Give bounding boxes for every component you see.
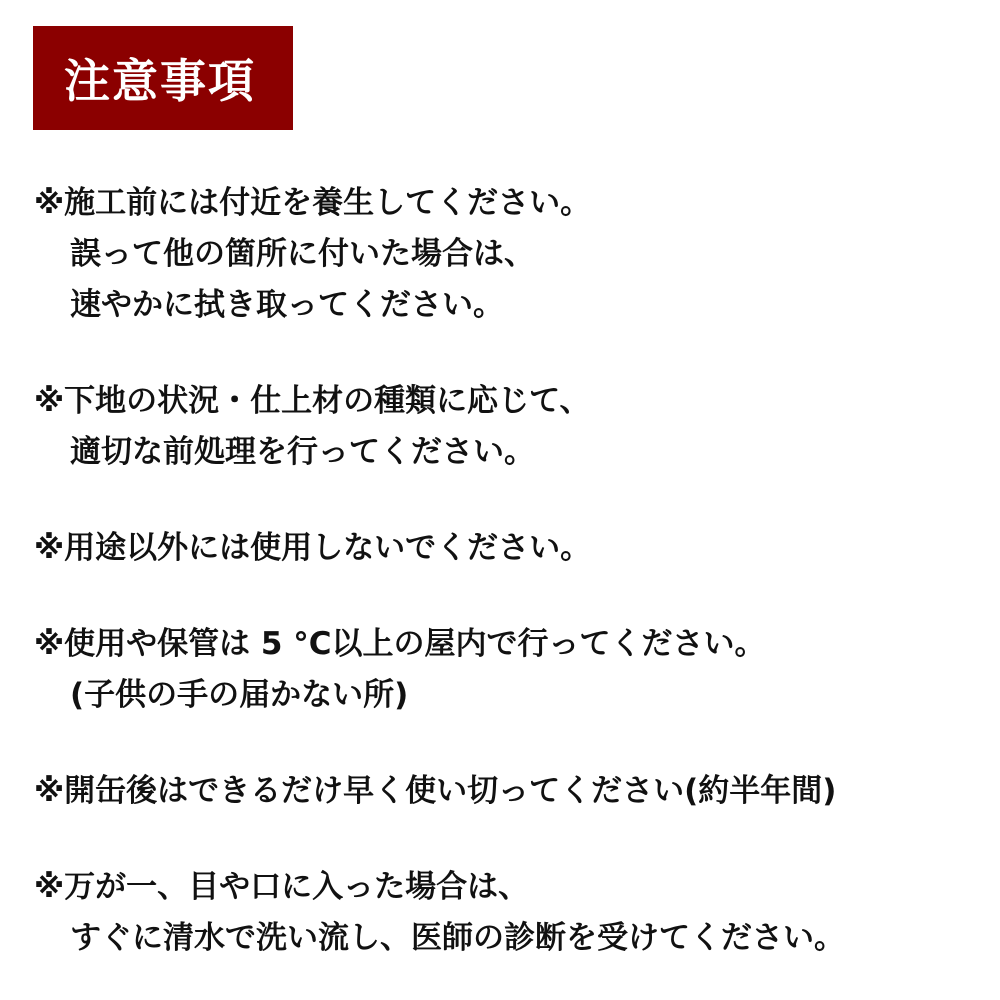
note-line: 誤って他の箇所に付いた場合は、 — [70, 236, 535, 272]
note-line: ※施工前には付近を養生してください。 — [34, 185, 592, 221]
page-title-badge: 注意事項 — [33, 26, 293, 130]
note-item — [34, 619, 964, 721]
note-item — [34, 523, 964, 574]
note-item — [34, 766, 964, 817]
note-line: すぐに清水で洗い流し、医師の診断を受けてください。 — [70, 920, 845, 956]
note-line: ※下地の状況・仕上材の種類に応じて、 — [34, 383, 591, 419]
note-item — [34, 376, 964, 478]
note-line: ※万が一、目や口に入った場合は、 — [34, 869, 530, 905]
note-line: 適切な前処理を行ってください。 — [70, 434, 535, 470]
note-item — [34, 178, 964, 331]
notes-list — [34, 178, 964, 964]
note-line: 速やかに拭き取ってください。 — [70, 287, 504, 323]
note-line: ※開缶後はできるだけ早く使い切ってください(約半年間) — [34, 773, 837, 809]
note-line: (子供の手の届かない所) — [70, 677, 409, 713]
note-line: ※用途以外には使用しないでください。 — [34, 530, 592, 566]
note-item — [34, 862, 964, 964]
note-line: ※使用や保管は 5 °C以上の屋内で行ってください。 — [34, 626, 766, 662]
